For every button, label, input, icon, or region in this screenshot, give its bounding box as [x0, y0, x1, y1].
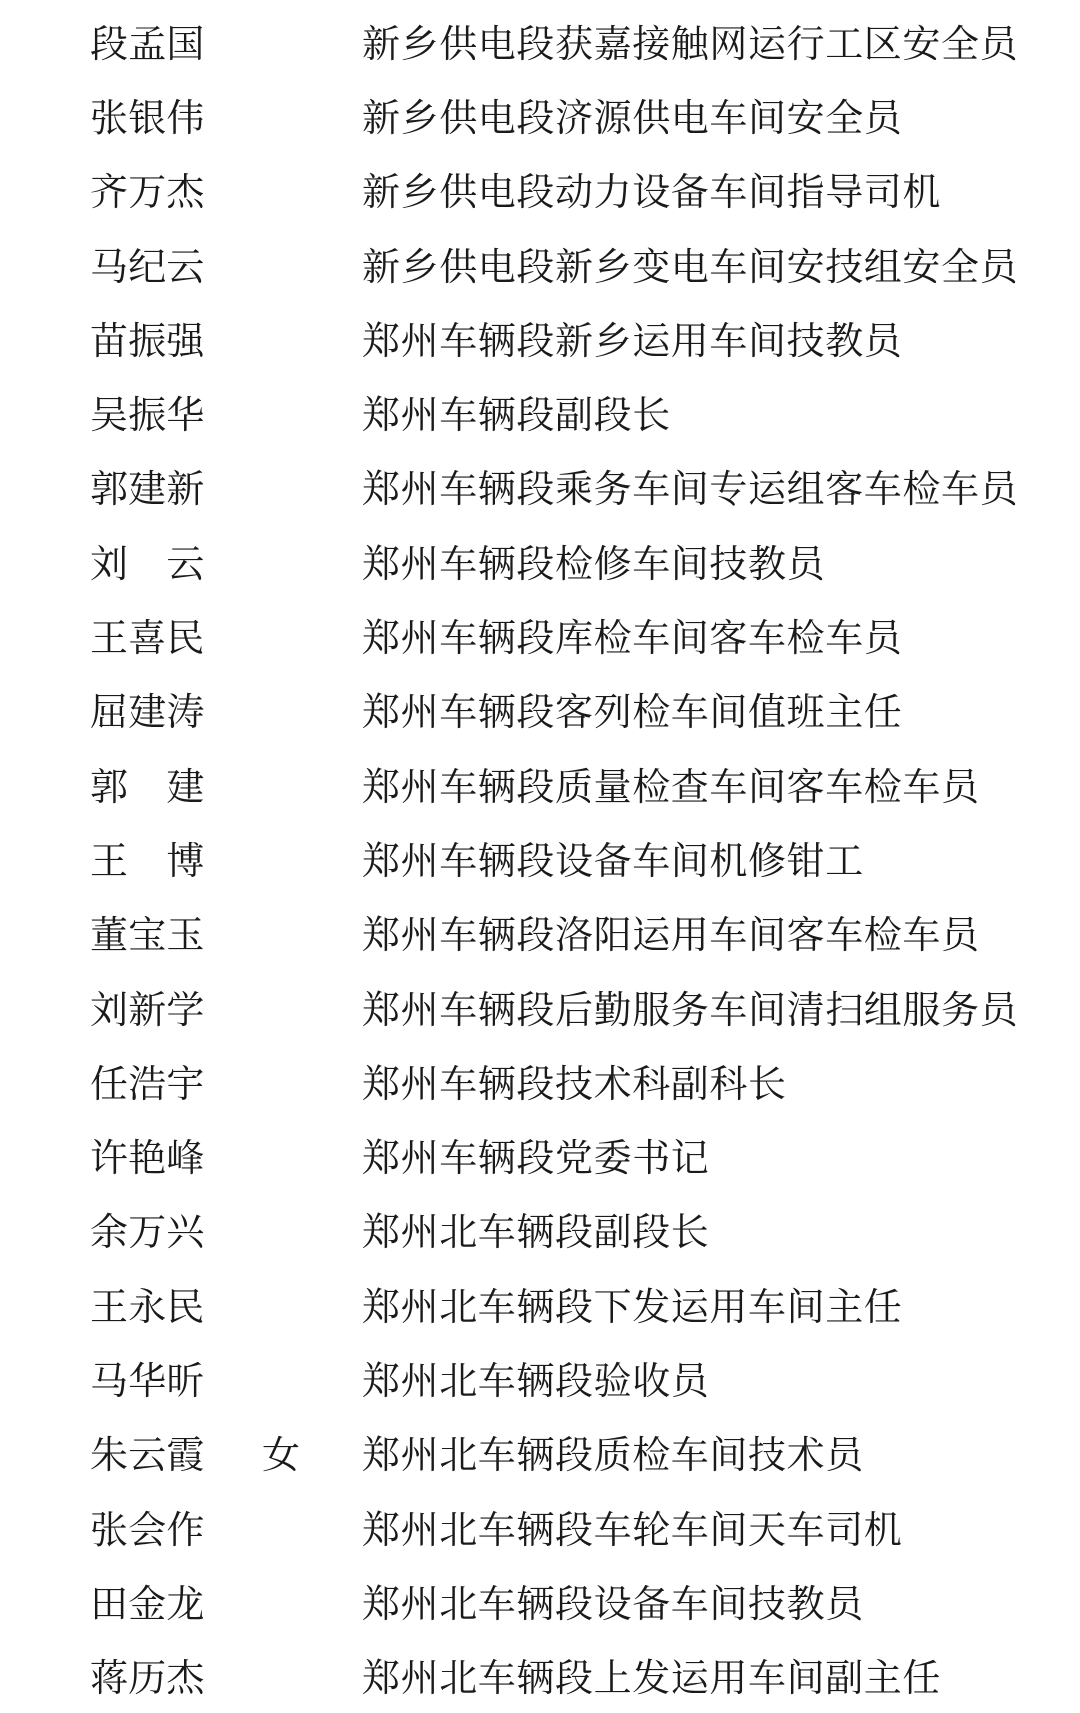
person-name: 余万兴 [90, 1212, 205, 1255]
person-position: 郑州北车辆段车轮车间天车司机 [362, 1509, 903, 1552]
list-item [0, 1192, 1080, 1266]
person-name: 齐万杰 [90, 172, 205, 215]
person-name: 王 博 [90, 840, 205, 883]
person-position: 郑州车辆段库检车间客车检车员 [362, 618, 903, 661]
person-position: 新乡供电段济源供电车间安全员 [362, 97, 903, 140]
person-name: 任浩宇 [90, 1063, 205, 1106]
list-item [0, 3, 1080, 77]
list-item [0, 672, 1080, 746]
person-name: 吴振华 [90, 395, 205, 438]
person-name: 段孟国 [90, 23, 205, 66]
person-name: 许艳峰 [90, 1138, 205, 1181]
person-position: 郑州车辆段党委书记 [362, 1138, 710, 1181]
person-position: 郑州北车辆段副段长 [362, 1212, 710, 1255]
person-position: 郑州北车辆段验收员 [362, 1360, 710, 1403]
list-item [0, 969, 1080, 1043]
person-name: 刘 云 [90, 543, 205, 586]
person-position: 郑州车辆段新乡运用车间技教员 [362, 320, 903, 363]
list-item [0, 226, 1080, 300]
list-item [0, 1266, 1080, 1340]
list-item [0, 300, 1080, 374]
list-item [0, 895, 1080, 969]
person-name: 张银伟 [90, 97, 205, 140]
person-position: 新乡供电段新乡变电车间安技组安全员 [362, 246, 1019, 289]
list-item [0, 449, 1080, 523]
person-name: 马华昕 [90, 1360, 205, 1403]
person-name: 苗振强 [90, 320, 205, 363]
list-item [0, 746, 1080, 820]
person-position: 郑州北车辆段设备车间技教员 [362, 1583, 864, 1626]
list-item [0, 597, 1080, 671]
person-name: 董宝玉 [90, 915, 205, 958]
person-name: 马纪云 [90, 246, 205, 289]
person-position: 郑州车辆段乘务车间专运组客车检车员 [362, 469, 1019, 512]
person-position: 郑州北车辆段下发运用车间主任 [362, 1286, 903, 1329]
person-name: 蒋历杰 [90, 1658, 205, 1701]
list-item [0, 77, 1080, 151]
person-name: 屈建涛 [90, 692, 205, 735]
person-name: 王永民 [90, 1286, 205, 1329]
person-position: 郑州车辆段检修车间技教员 [362, 543, 826, 586]
list-item [0, 1117, 1080, 1191]
person-position: 郑州车辆段后勤服务车间清扫组服务员 [362, 989, 1019, 1032]
list-item [0, 1415, 1080, 1489]
list-item [0, 1563, 1080, 1637]
person-position: 郑州车辆段副段长 [362, 395, 671, 438]
person-position: 郑州车辆段质量检查车间客车检车员 [362, 766, 980, 809]
person-name: 张会作 [90, 1509, 205, 1552]
list-item [0, 1340, 1080, 1414]
list-item [0, 1638, 1080, 1712]
person-position: 郑州北车辆段上发运用车间副主任 [362, 1658, 942, 1701]
person-position: 郑州车辆段设备车间机修钳工 [362, 840, 864, 883]
person-gender: 女 [262, 1435, 301, 1478]
person-position: 新乡供电段获嘉接触网运行工区安全员 [362, 23, 1019, 66]
list-item [0, 523, 1080, 597]
list-item [0, 1489, 1080, 1563]
list-item [0, 152, 1080, 226]
person-position: 郑州车辆段客列检车间值班主任 [362, 692, 903, 735]
list-item [0, 374, 1080, 448]
list-item [0, 1043, 1080, 1117]
person-name: 郭 建 [90, 766, 205, 809]
person-position: 郑州车辆段技术科副科长 [362, 1063, 787, 1106]
person-name: 田金龙 [90, 1583, 205, 1626]
person-name: 王喜民 [90, 618, 205, 661]
person-name: 刘新学 [90, 989, 205, 1032]
person-position: 郑州车辆段洛阳运用车间客车检车员 [362, 915, 980, 958]
person-name: 郭建新 [90, 469, 205, 512]
person-name: 朱云霞 [90, 1435, 205, 1478]
person-position: 郑州北车辆段质检车间技术员 [362, 1435, 864, 1478]
person-position: 新乡供电段动力设备车间指导司机 [362, 172, 942, 215]
list-item [0, 820, 1080, 894]
